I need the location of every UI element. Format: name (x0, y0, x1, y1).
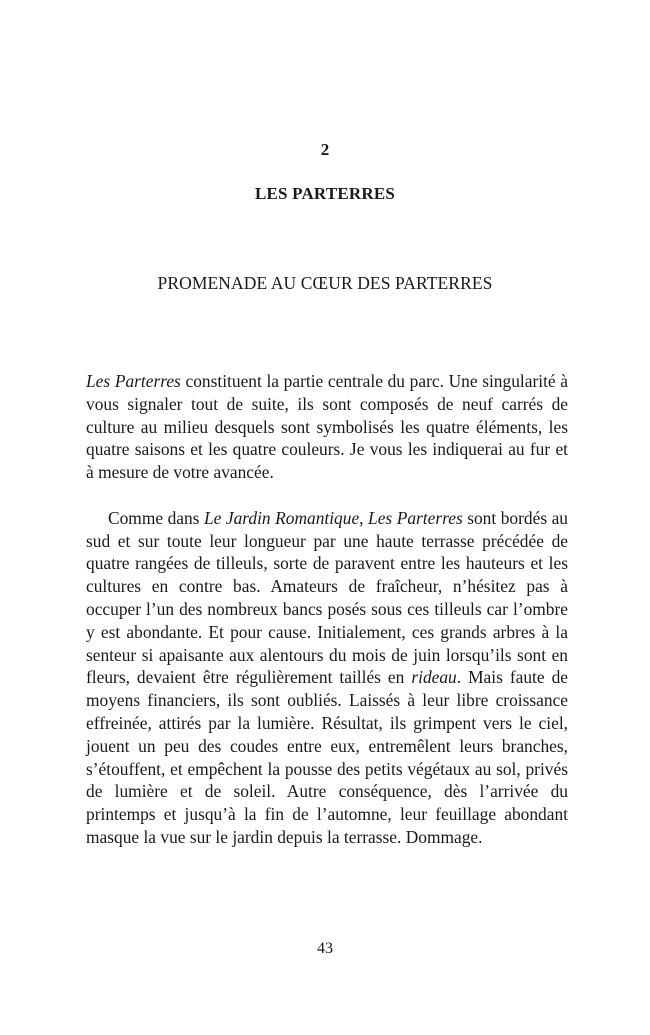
italic-title: Les Parterres (86, 371, 181, 391)
chapter-number: 2 (320, 140, 330, 159)
paragraph-text: constituent la partie centrale du parc. Une singularité à vous signaler tout de suite, ils sont composés de neuf carrés de culture au milieu desquels sont symbolisés les quatre éléments, les quatre saisons et les quatre couleurs. Je vous les indiquerai au fur et à mesure de votre avancée. (86, 371, 568, 483)
paragraph-text: Comme dans (108, 507, 204, 528)
italic-title: Les Parterres (368, 507, 463, 528)
paragraph-text: . Mais faute de moyens financiers, ils sont oubliés. Laissés à leur libre croissance effreinée, attirés par la lumière. Résultat, ils grimpent vers le ciel, jouent un peu des coudes entre eux, entremêlent leurs branches, s’étouffent, et empêchent la pousse des petits végétaux au sol, privés de lumière et de soleil. Autre conséquence, dès l’arrivée du printemps et jusqu’à la fin de l’automne, leur feuillage abondant masque la vue sur le jardin depuis la terrasse. Dommage. (86, 667, 569, 847)
page-number: 43 (317, 940, 333, 957)
chapter-title: LES PARTERRES (254, 184, 396, 203)
paragraph-text: sont bordés au sud et sur toute leur longueur par une haute terrasse précédée de quatre rangées de tilleuls, sorte de paravent entre les hauteurs et les cultures en contre bas. Amateurs de fraîcheur, n’hésitez pas à occuper l’un des nombreux bancs posés sous ces tilleuls car l’ombre y est abondante. Et pour cause. Initialement, ces grands arbres à la senteur si apaisante aux alentours du mois de juin lorsqu’ils sont en fleurs, devaient être régulièrement taillés en (86, 507, 569, 688)
section-title: PROMENADE AU CŒUR DES PARTERRES (157, 273, 493, 293)
italic-title: Le Jardin Romantique (203, 507, 360, 528)
paragraph-1 (86, 370, 568, 484)
paragraph-2 (86, 507, 568, 849)
italic-term: rideau (411, 667, 457, 688)
body-text (86, 370, 568, 849)
paragraph-text: , (359, 507, 369, 528)
